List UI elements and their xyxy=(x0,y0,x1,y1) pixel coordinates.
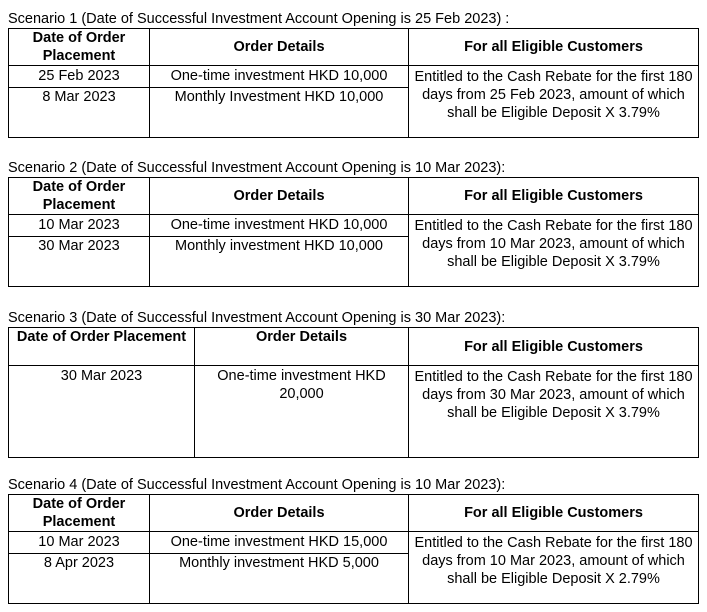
table-header-row xyxy=(9,495,699,532)
rebate-text: Entitled to the Cash Rebate for the first 180 days from 10 Mar 2023, amount of which shall be Eligible Deposit X 2.79% xyxy=(409,532,699,604)
header-details: Order Details xyxy=(150,178,409,215)
table-row xyxy=(9,215,699,237)
order-details: One-time investment HKD 10,000 xyxy=(150,66,409,88)
rebate-text: Entitled to the Cash Rebate for the first 180 days from 30 Mar 2023, amount of which shall be Eligible Deposit X 3.79% xyxy=(409,366,699,458)
order-details: Monthly Investment HKD 10,000 xyxy=(150,88,409,138)
rebate-text: Entitled to the Cash Rebate for the first 180 days from 25 Feb 2023, amount of which shall be Eligible Deposit X 3.79% xyxy=(409,66,699,138)
scenario-3-title: Scenario 3 (Date of Successful Investment Account Opening is 30 Mar 2023): xyxy=(8,310,506,326)
order-details: Monthly investment HKD 10,000 xyxy=(150,237,409,287)
header-date: Date of Order Placement xyxy=(9,328,195,366)
rebate-text: Entitled to the Cash Rebate for the first 180 days from 10 Mar 2023, amount of which shall be Eligible Deposit X 3.79% xyxy=(409,215,699,287)
table-row xyxy=(9,532,699,554)
order-date: 30 Mar 2023 xyxy=(9,366,195,458)
order-details: One-time investment HKD 15,000 xyxy=(150,532,409,554)
order-date: 10 Mar 2023 xyxy=(9,532,150,554)
header-eligible: For all Eligible Customers xyxy=(409,495,699,532)
header-eligible: For all Eligible Customers xyxy=(409,178,699,215)
header-date: Date of Order Placement xyxy=(9,495,150,532)
header-details: Order Details xyxy=(150,495,409,532)
table-header-row xyxy=(9,178,699,215)
table-header-row xyxy=(9,328,699,366)
header-eligible: For all Eligible Customers xyxy=(409,328,699,366)
header-eligible: For all Eligible Customers xyxy=(409,29,699,66)
scenario-2-table xyxy=(8,177,699,287)
table-row xyxy=(9,66,699,88)
scenario-1-table xyxy=(8,28,699,138)
table-header-row xyxy=(9,29,699,66)
scenario-4-table xyxy=(8,494,699,604)
header-date: Date of Order Placement xyxy=(9,29,150,66)
order-date: 8 Apr 2023 xyxy=(9,554,150,604)
header-details: Order Details xyxy=(195,328,409,366)
table-row xyxy=(9,366,699,458)
order-details: One-time investment HKD 20,000 xyxy=(195,366,409,458)
header-details: Order Details xyxy=(150,29,409,66)
scenario-2-title: Scenario 2 (Date of Successful Investment Account Opening is 10 Mar 2023): xyxy=(8,160,506,176)
order-details: One-time investment HKD 10,000 xyxy=(150,215,409,237)
order-date: 8 Mar 2023 xyxy=(9,88,150,138)
order-date: 30 Mar 2023 xyxy=(9,237,150,287)
order-details: Monthly investment HKD 5,000 xyxy=(150,554,409,604)
header-date: Date of Order Placement xyxy=(9,178,150,215)
order-date: 10 Mar 2023 xyxy=(9,215,150,237)
order-date: 25 Feb 2023 xyxy=(9,66,150,88)
scenario-4-title: Scenario 4 (Date of Successful Investment Account Opening is 10 Mar 2023): xyxy=(8,477,506,493)
scenario-3-table xyxy=(8,327,699,458)
scenario-1-title: Scenario 1 (Date of Successful Investment Account Opening is 25 Feb 2023) : xyxy=(8,11,510,27)
